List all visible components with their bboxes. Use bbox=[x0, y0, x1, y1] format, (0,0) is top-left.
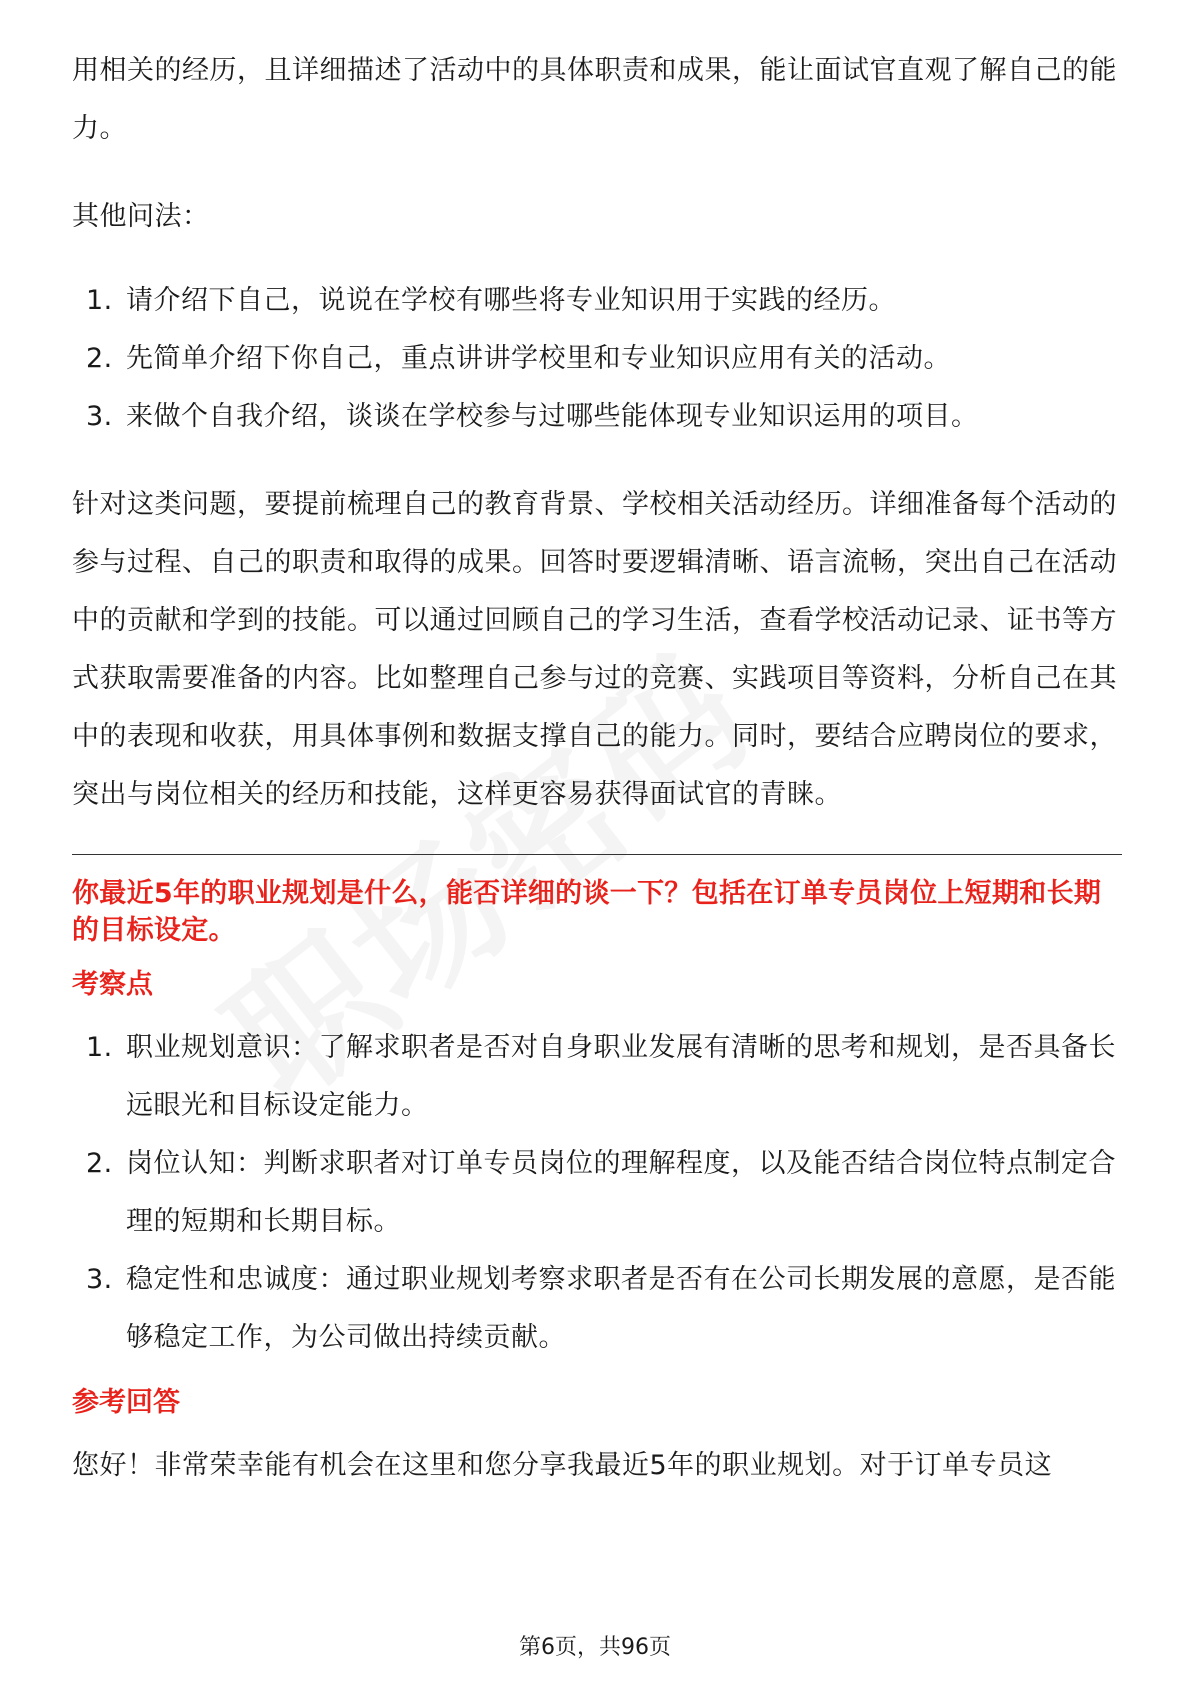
reference-answer: 您好！非常荣幸能有机会在这里和您分享我最近5年的职业规划。对于订单专员这 bbox=[72, 1450, 1053, 1481]
list-item bbox=[72, 330, 1122, 388]
list-number: 1. bbox=[86, 285, 113, 316]
document-page bbox=[72, 42, 1122, 1495]
list-item-text: 稳定性和忠诚度：通过职业规划考察求职者是否有在公司长期发展的意愿，是否能够稳定工作，为公司做出持续贡献。 bbox=[126, 1264, 1116, 1353]
advice-paragraph: 针对这类问题，要提前梳理自己的教育背景、学校相关活动经历。详细准备每个活动的参与过程、自己的职责和取得的成果。回答时要逻辑清晰、语言流畅，突出自己在活动中的贡献和学到的技能。可以通过回顾自己的学习生活，查看学校活动记录、证书等方式获取需要准备的内容。比如整理自己参与过的竞赛、实践项目等资料，分析自己在其中的表现和收获，用具体事例和数据支撑自己的能力。同时，要结合应聘岗位的要求，突出与岗位相关的经历和技能，这样更容易获得面试官的青睐。 bbox=[72, 489, 1117, 810]
page-footer: 第6页，共96页 bbox=[519, 1635, 671, 1660]
assessment-list bbox=[72, 1019, 1122, 1367]
intro-paragraph: 用相关的经历，且详细描述了活动中的具体职责和成果，能让面试官直观了解自己的能力。 bbox=[72, 55, 1117, 144]
other-questions-label: 其他问法： bbox=[72, 201, 210, 232]
list-item bbox=[72, 1135, 1122, 1251]
list-number: 3. bbox=[86, 401, 113, 432]
list-number: 1. bbox=[86, 1032, 113, 1063]
list-item bbox=[72, 388, 1122, 446]
list-number: 2. bbox=[86, 1148, 113, 1179]
list-item bbox=[72, 1251, 1122, 1367]
list-item bbox=[72, 1019, 1122, 1135]
assessment-heading: 考察点 bbox=[72, 969, 153, 1000]
list-item bbox=[72, 272, 1122, 330]
reference-heading: 参考回答 bbox=[72, 1387, 180, 1418]
list-item-text: 岗位认知：判断求职者对订单专员岗位的理解程度，以及能否结合岗位特点制定合理的短期和长期目标。 bbox=[126, 1148, 1116, 1237]
list-item-text: 先简单介绍下你自己，重点讲讲学校里和专业知识应用有关的活动。 bbox=[126, 343, 951, 374]
section-divider bbox=[72, 854, 1122, 855]
question-title: 你最近5年的职业规划是什么，能否详细的谈一下？包括在订单专员岗位上短期和长期的目标设定。 bbox=[72, 878, 1102, 946]
list-item-text: 请介绍下自己，说说在学校有哪些将专业知识用于实践的经历。 bbox=[126, 285, 896, 316]
list-item-text: 职业规划意识：了解求职者是否对自身职业发展有清晰的思考和规划，是否具备长远眼光和目标设定能力。 bbox=[126, 1032, 1116, 1121]
list-item-text: 来做个自我介绍，谈谈在学校参与过哪些能体现专业知识运用的项目。 bbox=[126, 401, 979, 432]
other-questions-list bbox=[72, 272, 1122, 446]
list-number: 3. bbox=[86, 1264, 113, 1295]
list-number: 2. bbox=[86, 343, 113, 374]
